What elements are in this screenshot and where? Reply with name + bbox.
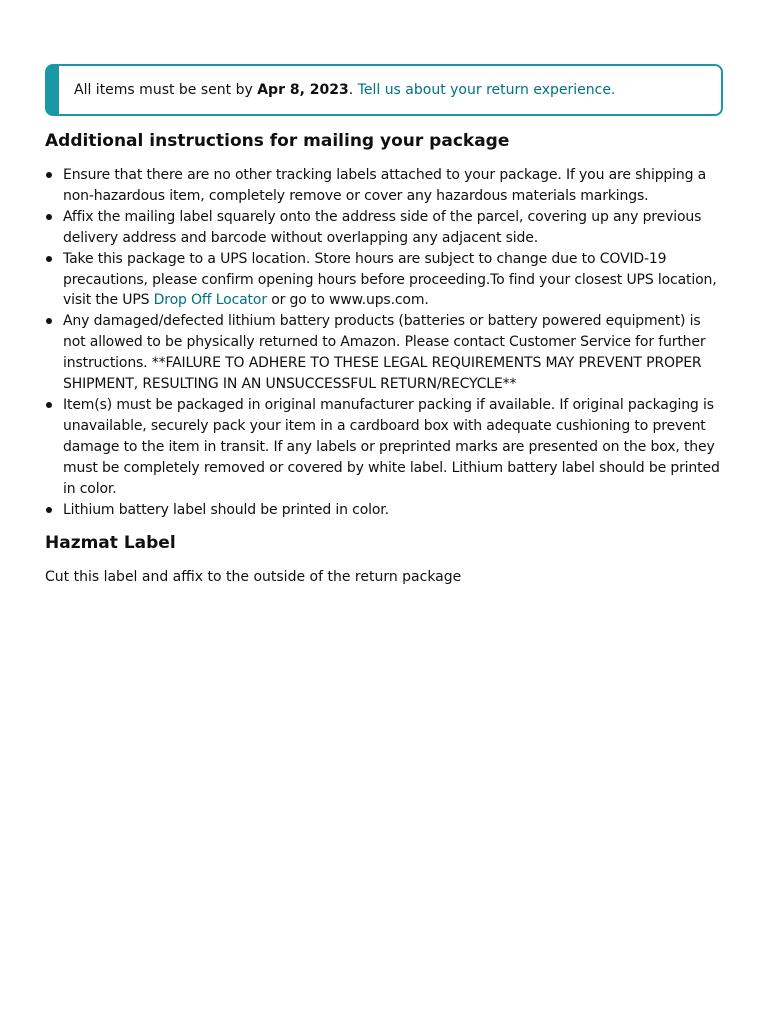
alert-prefix: All items must be sent by [74,82,258,98]
bullet-icon [46,507,52,513]
alert-suffix: . [348,82,358,98]
list-item-text: Lithium battery label should be printed in color. [63,501,389,518]
list-item-text: Any damaged/defected lithium battery products (batteries or battery powered equipment) is not allowed to be physically returned to Amazon. Please contact Customer Service for further instructions. **FAILURE TO ADHERE TO THESE LEGAL REQUIREMENTS MAY PREVENT PROPER SHIPMENT, RESULTING IN AN UNSUCCESSFUL RETURN/RECYCLE** [63,313,706,393]
alert-message [74,80,615,100]
deadline-date: Apr 8, 2023 [257,82,349,98]
drop-off-locator-link[interactable]: Drop Off Locator [153,292,267,309]
list-item [45,165,725,207]
list-item-text: Item(s) must be packaged in original manufacturer packing if available. If original packaging is unavailable, securely pack your item in a cardboard box with adequate cushioning to prevent damage to the item in transit. If any labels or preprinted marks are presented on the box, they must be completely removed or covered by white label. Lithium battery label should be printed in color. [63,396,720,497]
instructions-list [45,165,725,520]
bullet-icon [46,214,52,220]
hazmat-caption: Cut this label and affix to the outside of the return package [45,569,462,585]
list-item-text: Take this package to a UPS location. Store hours are subject to change due to COVID-19 precautions, please confirm opening hours before proceeding.To find your closest UPS location, visit the UPS [63,250,717,309]
return-deadline-alert [45,64,723,116]
instructions-heading: Additional instructions for mailing your package [45,131,510,151]
bullet-icon [46,402,52,408]
list-item-text: Ensure that there are no other tracking labels attached to your package. If you are shipping a non-hazardous item, completely remove or cover any hazardous materials markings. [63,167,707,204]
bullet-icon [46,256,52,262]
list-item [45,311,725,395]
hazmat-heading: Hazmat Label [45,533,176,553]
list-item [45,207,725,249]
list-item [45,500,725,521]
list-item-text: Affix the mailing label squarely onto the address side of the parcel, covering up any previous delivery address and barcode without overlapping any adjacent side. [63,208,702,246]
feedback-link[interactable]: Tell us about your return experience. [357,82,616,98]
list-item [45,395,725,500]
list-item [45,249,725,312]
list-item-text-after: or go to www.ups.com. [266,292,429,309]
bullet-icon [46,172,52,178]
bullet-icon [46,318,52,324]
